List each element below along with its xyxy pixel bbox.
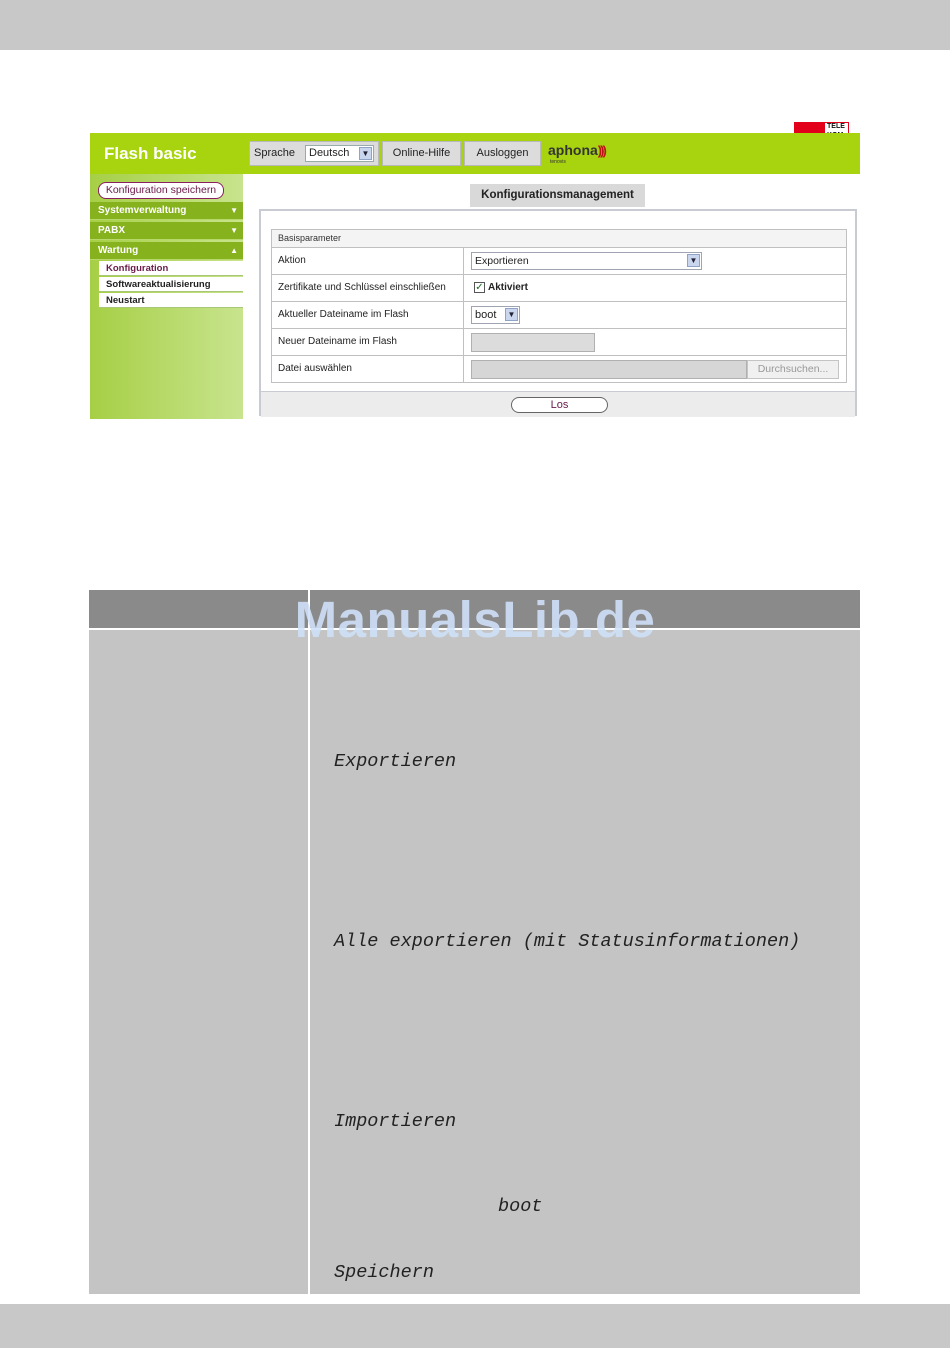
manual-term-speichern: Speichern [334, 1262, 434, 1283]
certs-checkbox-label: Aktiviert [488, 282, 529, 293]
choose-file-label: Datei auswählen [278, 363, 352, 374]
go-button[interactable]: Los [511, 397, 608, 413]
current-filename-select[interactable]: boot ▼ [471, 306, 520, 324]
chevron-down-icon: ▼ [359, 147, 372, 160]
sidebar-item-wartung[interactable]: Wartung ▲ [90, 242, 243, 260]
certs-checkbox[interactable]: ✓ [475, 282, 484, 293]
main-content [259, 174, 857, 419]
screenshot-frame [90, 122, 860, 419]
watermark: ManualsLib.de [294, 591, 656, 648]
section-caption: Basisparameter [272, 230, 846, 248]
sidebar-subitem-softwareaktualisierung[interactable]: Softwareaktualisierung [99, 277, 243, 292]
manual-term-boot: boot [498, 1196, 543, 1217]
language-select[interactable]: Deutsch ▼ [305, 145, 374, 162]
app-title: Flash basic [104, 144, 197, 163]
file-path-input[interactable] [471, 360, 747, 379]
manual-term-alle-exportieren: Alle exportieren (mit Statusinformationen) [334, 931, 801, 952]
language-selector[interactable] [249, 141, 379, 166]
save-configuration-button[interactable]: Konfiguration speichern [98, 182, 224, 199]
panel-footer [261, 391, 855, 417]
sidebar-item-pabx[interactable]: PABX ▼ [90, 222, 243, 240]
config-panel [259, 209, 857, 416]
action-label: Aktion [278, 255, 306, 266]
action-select[interactable]: Exportieren ▼ [471, 252, 702, 270]
manual-term-exportieren: Exportieren [334, 751, 457, 772]
aphona-logo: aphona))) tenovis [548, 142, 605, 165]
table-row [272, 329, 846, 356]
current-filename-label: Aktueller Dateiname im Flash [278, 309, 409, 320]
certs-label: Zertifikate und Schlüssel einschließen [278, 282, 446, 293]
chevron-down-icon: ▼ [687, 254, 700, 267]
chevron-up-icon: ▲ [230, 246, 238, 255]
table-row [272, 356, 846, 383]
manual-term-importieren: Importieren [334, 1111, 457, 1132]
browse-button[interactable]: Durchsuchen... [747, 360, 839, 379]
chevron-down-icon: ▼ [230, 206, 238, 215]
chevron-down-icon: ▼ [505, 308, 518, 321]
new-filename-label: Neuer Dateiname im Flash [278, 336, 397, 347]
bottom-page-band [0, 1304, 950, 1348]
telekom-austria-logo: TELE [794, 122, 855, 163]
sidebar-subitem-neustart[interactable]: Neustart [99, 293, 243, 308]
table-row [272, 248, 846, 275]
parameter-table [271, 229, 847, 383]
sidebar-item-systemverwaltung[interactable]: Systemverwaltung ▼ [90, 202, 243, 220]
chevron-down-icon: ▼ [230, 226, 238, 235]
table-row [272, 302, 846, 329]
sidebar [90, 174, 243, 419]
table-row [272, 275, 846, 302]
page-title: Konfigurationsmanagement [470, 184, 645, 207]
top-page-band [0, 0, 950, 50]
new-filename-input[interactable] [471, 333, 595, 352]
logout-button[interactable]: Ausloggen [464, 141, 541, 166]
online-help-button[interactable]: Online-Hilfe [382, 141, 461, 166]
language-label: Sprache [254, 147, 295, 159]
sidebar-subitem-konfiguration[interactable]: Konfiguration [99, 261, 243, 276]
